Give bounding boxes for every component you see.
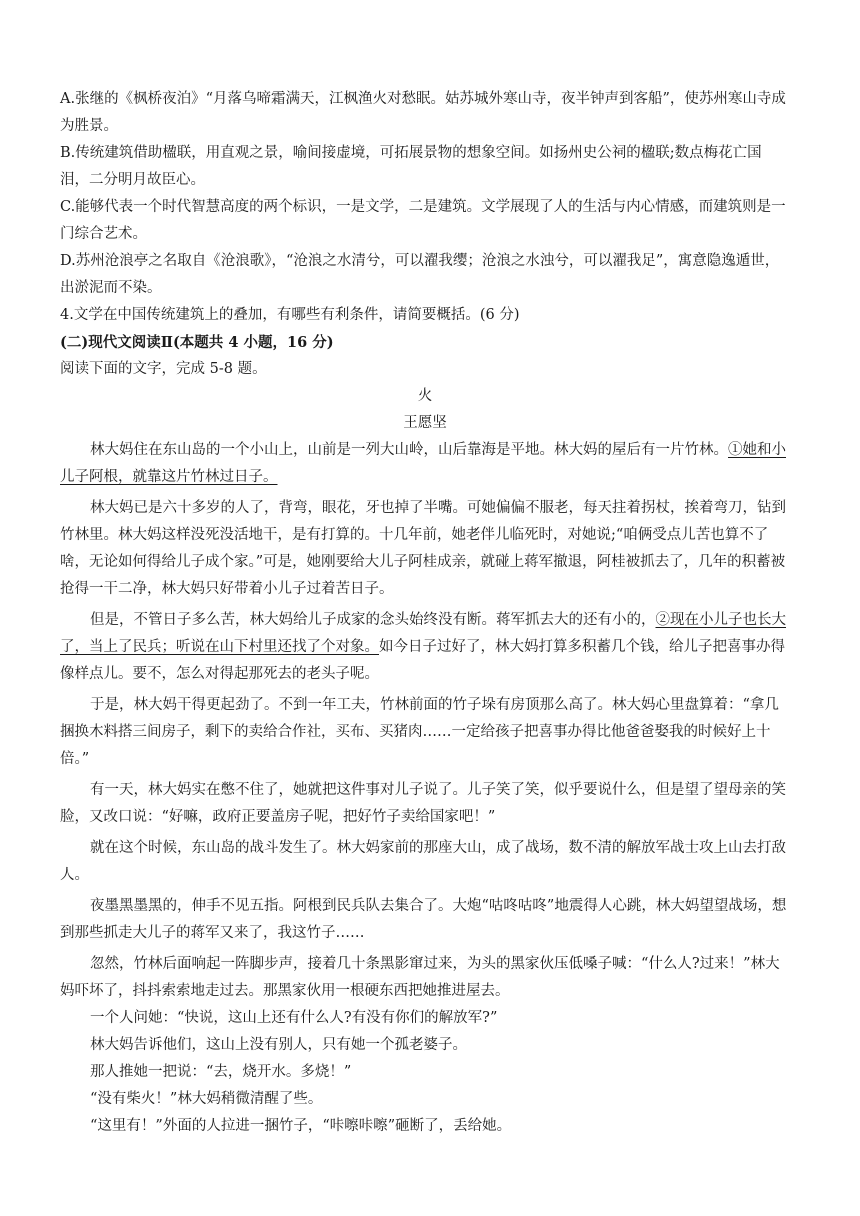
section-heading: (二)现代文阅读Ⅱ(本题共 4 小题，16 分) xyxy=(60,334,334,351)
paragraph-6: 就在这个时候，东山岛的战斗发生了。林大妈家前的那座大山，成了战场，数不清的解放军战士攻上山去打敌人。 xyxy=(60,840,786,883)
paragraph-13: “这里有！”外面的人拉进一捆竹子，“咔嚓咔嚓”砸断了，丢给她。 xyxy=(90,1118,512,1134)
article-author: 王愿坚 xyxy=(403,415,447,431)
paragraph-12: “没有柴火！”林大妈稍微清醒了些。 xyxy=(90,1091,323,1107)
paragraph-9: 一个人问她：“快说，这山上还有什么人?有没有你们的解放军?” xyxy=(90,1010,498,1026)
option-b: B.传统建筑借助楹联，用直观之景，喻间接虚境，可拓展景物的想象空间。如扬州史公祠的楹联;数点梅花亡国泪，二分明月故臣心。 xyxy=(60,145,762,188)
paragraph-7: 夜墨黑墨黑的，伸手不见五指。阿根到民兵队去集合了。大炮“咕咚咕咚”地震得人心跳，林大妈望望战场，想到那些抓走大儿子的蒋军又来了，我这竹子…… xyxy=(60,898,787,941)
instruction: 阅读下面的文字，完成 5-8 题。 xyxy=(60,361,267,377)
question-4: 4.文学在中国传统建筑上的叠加，有哪些有利条件，请简要概括。(6 分) xyxy=(60,307,520,323)
paragraph-3 xyxy=(60,607,790,688)
paragraph-5: 有一天，林大妈实在憋不住了，她就把这件事对儿子说了。儿子笑了笑，似乎要说什么，但是望了望母亲的笑脸，又改口说：“好嘛，政府正要盖房子呢，把好竹子卖给国家吧！” xyxy=(60,782,786,825)
option-a: A.张继的《枫桥夜泊》“月落乌啼霜满天，江枫渔火对愁眠。姑苏城外寒山寺，夜半钟声到客船”，使苏州寒山寺成为胜景。 xyxy=(60,91,786,134)
option-c: C.能够代表一个时代智慧高度的两个标识，一是文学，二是建筑。文学展现了人的生活与内心情感，而建筑则是一门综合艺术。 xyxy=(60,199,786,242)
paragraph-10: 林大妈告诉他们，这山上没有别人，只有她一个孤老婆子。 xyxy=(90,1037,467,1053)
paragraph-1-text: 林大妈住在东山岛的一个小山上，山前是一列大山岭，山后靠海是平地。林大妈的屋后有一片竹林。 xyxy=(90,442,728,458)
article-title: 火 xyxy=(417,388,433,404)
underlined-sentence-2: ②现在小儿子也长大了，当上了民兵；听说在山下村里还找了个对象。 xyxy=(60,612,786,655)
paragraph-3-text-b: 如今日子过好了，林大妈打算多积蓄几个钱，给儿子把喜事办得像样点儿。要不，怎么对得起那死去的老头子呢。 xyxy=(60,639,785,682)
paragraph-11: 那人推她一把说：“去，烧开水。多烧！” xyxy=(90,1064,352,1080)
paragraph-3-text-a: 但是，不管日子多么苦，林大妈给儿子成家的念头始终没有断。蒋军抓去大的还有小的， xyxy=(90,612,656,628)
paragraph-2: 林大妈已是六十多岁的人了，背弯，眼花，牙也掉了半嘴。可她偏偏不服老，每天拄着拐杖，挨着弯刀，钻到竹林里。林大妈这样没死没活地干，是有打算的。十几年前，她老伴儿临死时，对她说;“咱俩受点儿苦也算不了啥，无论如何得给儿子成个家。”可是，她刚要给大儿子阿桂成亲，就碰上蒋军撤退，阿桂被抓去了，几年的积蓄被抢得一干二净，林大妈只好带着小儿子过着苦日子。 xyxy=(60,500,786,597)
underlined-sentence-1: ①她和小儿子阿根，就靠这片竹林过日子。 xyxy=(60,442,786,485)
option-d: D.苏州沧浪亭之名取自《沧浪歌》，“沧浪之水清兮，可以濯我缨；沧浪之水浊兮，可以濯我足”，寓意隐逸遁世，出淤泥而不染。 xyxy=(60,253,780,296)
paragraph-4: 于是，林大妈干得更起劲了。不到一年工夫，竹林前面的竹子垛有房顶那么高了。林大妈心里盘算着：“拿几捆换木料搭三间房子，剩下的卖给合作社，买布、买猪肉……一定给孩子把喜事办得比他爸爸娶我的时候好上十倍。” xyxy=(60,697,779,767)
paragraph-1 xyxy=(60,437,790,491)
paragraph-8: 忽然，竹林后面响起一阵脚步声，接着几十条黑影窜过来，为头的黑家伙压低嗓子喊：“什么人?过来！”林大妈吓坏了，抖抖索索地走过去。那黑家伙用一根硬东西把她推进屋去。 xyxy=(60,956,780,999)
